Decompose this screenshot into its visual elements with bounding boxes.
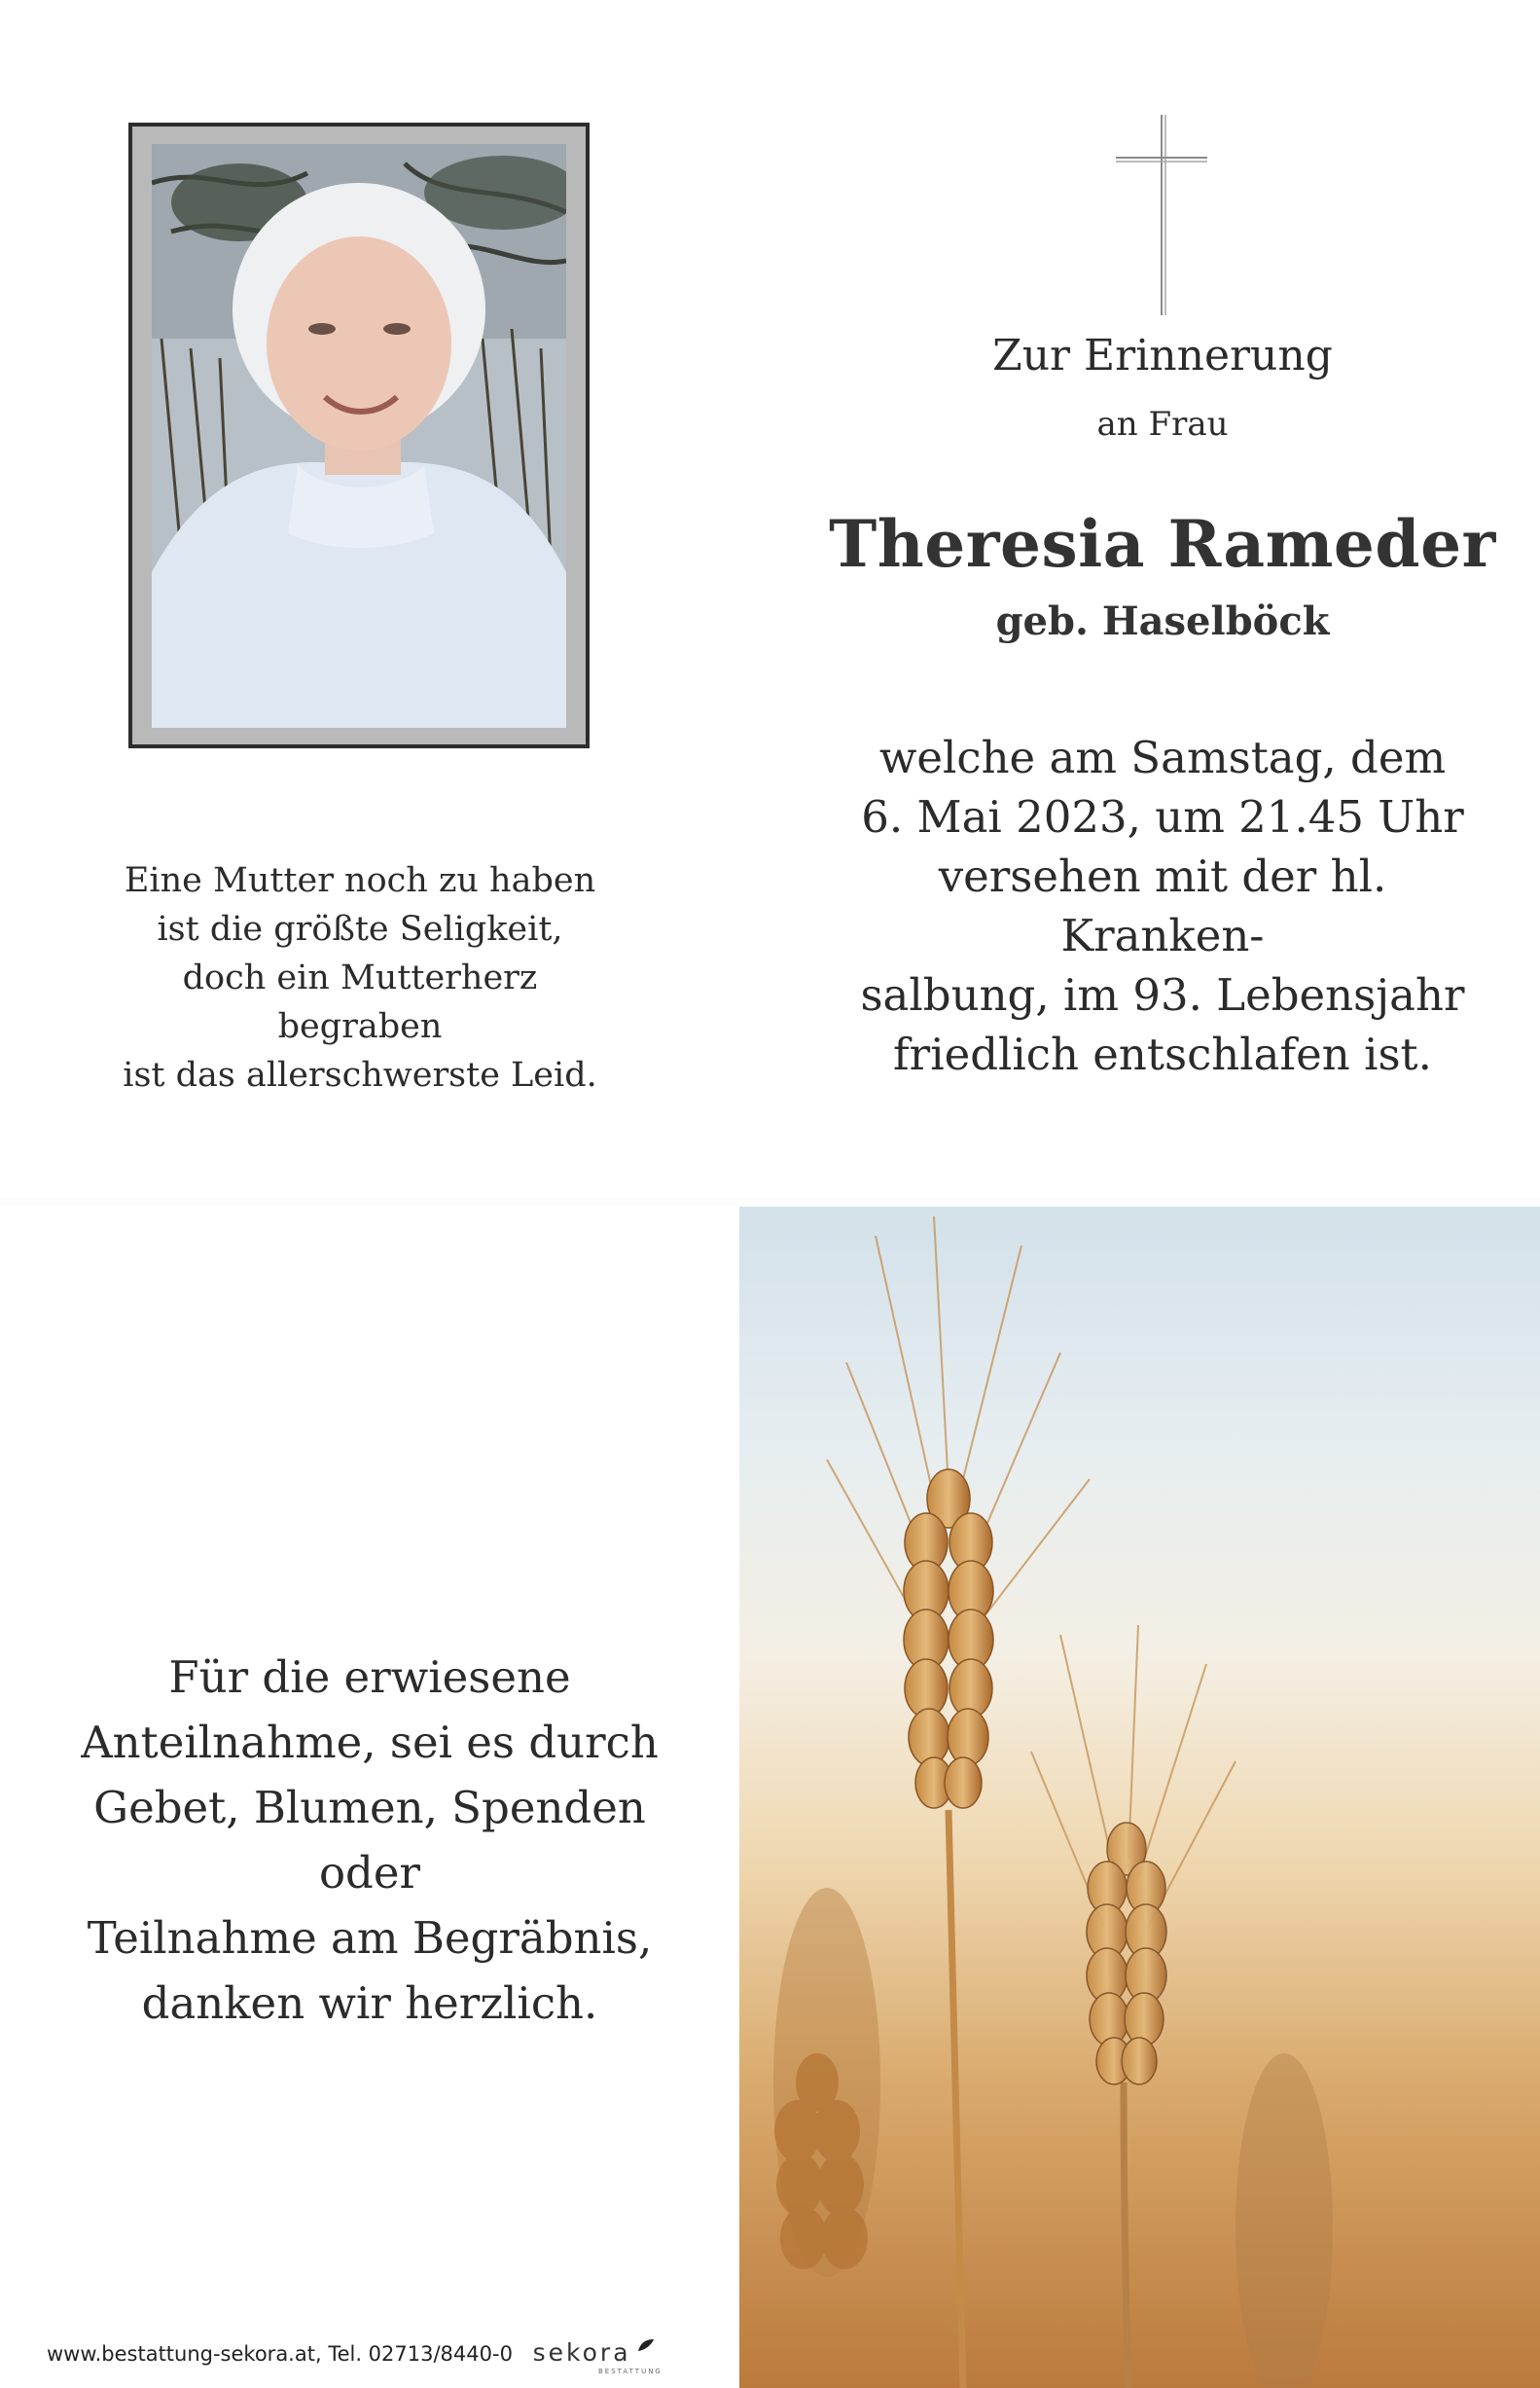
footer-contact: www.bestattung-sekora.at, Tel. 02713/8440-0 xyxy=(47,2342,513,2366)
wheat-illustration xyxy=(739,1207,1540,2388)
birth-name: geb. Haselböck xyxy=(995,598,1330,644)
death-notice-line: salbung, im 93. Lebensjahr xyxy=(860,969,1465,1021)
poem-line: ist die größte Seligkeit, xyxy=(157,910,563,949)
thanks-line: Für die erwiesene xyxy=(168,1651,571,1703)
poem-line: ist das allerschwerste Leid. xyxy=(123,1056,597,1095)
footer xyxy=(47,2338,747,2375)
thanks-line: Anteilnahme, sei es durch xyxy=(81,1717,659,1768)
portrait-photo xyxy=(152,144,566,728)
footer-logo-sub: BESTATTUNG xyxy=(598,2368,663,2375)
portrait-frame xyxy=(128,123,590,748)
thanks-line: Gebet, Blumen, Spenden oder xyxy=(93,1782,646,1899)
thanks-line: Teilnahme am Begräbnis, xyxy=(87,1912,653,1964)
death-notice-line: 6. Mai 2023, um 21.45 Uhr xyxy=(861,791,1464,843)
leaf-icon xyxy=(637,2338,655,2352)
portrait-image xyxy=(152,144,566,728)
header-subtitle: an Frau xyxy=(1096,405,1229,444)
death-notice-line: welche am Samstag, dem xyxy=(878,732,1447,783)
thanks-text xyxy=(39,1645,700,2036)
deceased-name: Theresia Rameder xyxy=(829,506,1496,582)
death-notice xyxy=(837,728,1488,1084)
poem-line: doch ein Mutterherz begraben xyxy=(182,959,538,1046)
poem-line: Eine Mutter noch zu haben xyxy=(124,861,596,900)
poem xyxy=(97,856,623,1100)
cross-icon xyxy=(1116,115,1207,315)
wheat-image xyxy=(739,1207,1540,2388)
death-notice-line: friedlich entschlafen ist. xyxy=(893,1029,1432,1080)
footer-logo: sekora xyxy=(532,2338,631,2367)
thanks-line: danken wir herzlich. xyxy=(141,1977,598,2029)
header-title: Zur Erinnerung xyxy=(992,331,1333,380)
death-notice-line: versehen mit der hl. Kranken- xyxy=(938,850,1387,961)
